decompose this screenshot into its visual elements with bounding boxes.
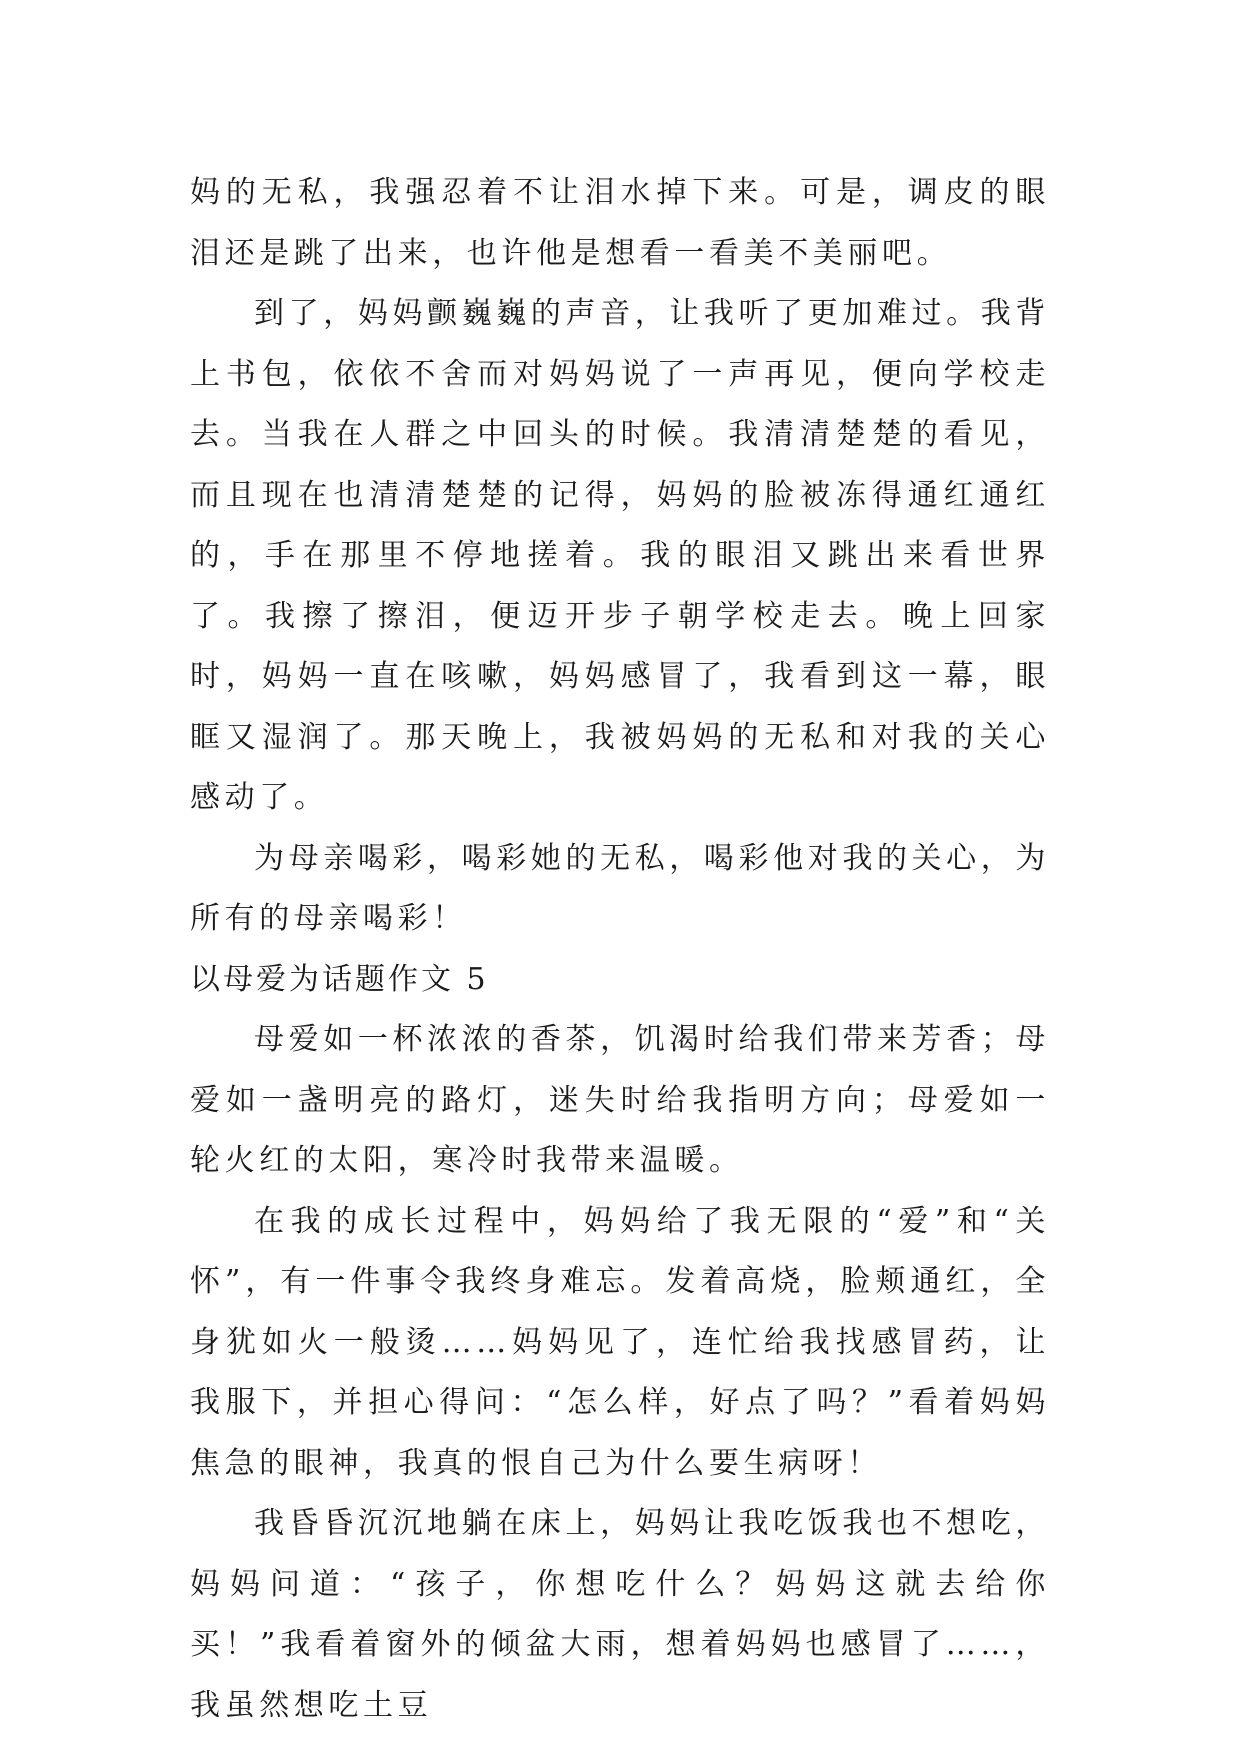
paragraph-1: 妈的无私，我强忍着不让泪水掉下来。可是，调皮的眼泪还是跳了出来，也许他是想看一看美不美丽吧。 (190, 175, 1050, 271)
document-body (190, 163, 1050, 1736)
paragraph-4: 母爱如一杯浓浓的香茶，饥渴时给我们带来芳香；母爱如一盏明亮的路灯，迷失时给我指明方向；母爱如一轮火红的太阳，寒冷时我带来温暖。 (190, 1022, 1050, 1178)
paragraph-2: 到了，妈妈颤巍巍的声音，让我听了更加难过。我背上书包，依依不舍而对妈妈说了一声再见，便向学校走去。当我在人群之中回头的时候。我清清楚楚的看见，而且现在也清清楚楚的记得，妈妈的脸被冻得通红通红的，手在那里不停地搓着。我的眼泪又跳出来看世界了。我擦了擦泪，便迈开步子朝学校走去。晚上回家时，妈妈一直在咳嗽，妈妈感冒了，我看到这一幕，眼眶又湿润了。那天晚上，我被妈妈的无私和对我的关心感动了。 (190, 296, 1050, 815)
paragraph-5: 在我的成长过程中，妈妈给了我无限的“爱”和“关怀”，有一件事令我终身难忘。发着高烧，脸颊通红，全身犹如火一般烫……妈妈见了，连忙给我找感冒药，让我服下，并担心得问：“怎么样，好点了吗？”看着妈妈焦急的眼神，我真的恨自己为什么要生病呀！ (190, 1203, 1050, 1481)
section-title: 以母爱为话题作文 5 (190, 961, 489, 997)
paragraph-3: 为母亲喝彩，喝彩她的无私，喝彩他对我的关心，为所有的母亲喝彩！ (190, 840, 1050, 936)
paragraph-6: 我昏昏沉沉地躺在床上，妈妈让我吃饭我也不想吃，妈妈问道：“孩子，你想吃什么？妈妈这就去给你买！”我看着窗外的倾盆大雨，想着妈妈也感冒了……，我虽然想吃土豆 (190, 1506, 1050, 1723)
